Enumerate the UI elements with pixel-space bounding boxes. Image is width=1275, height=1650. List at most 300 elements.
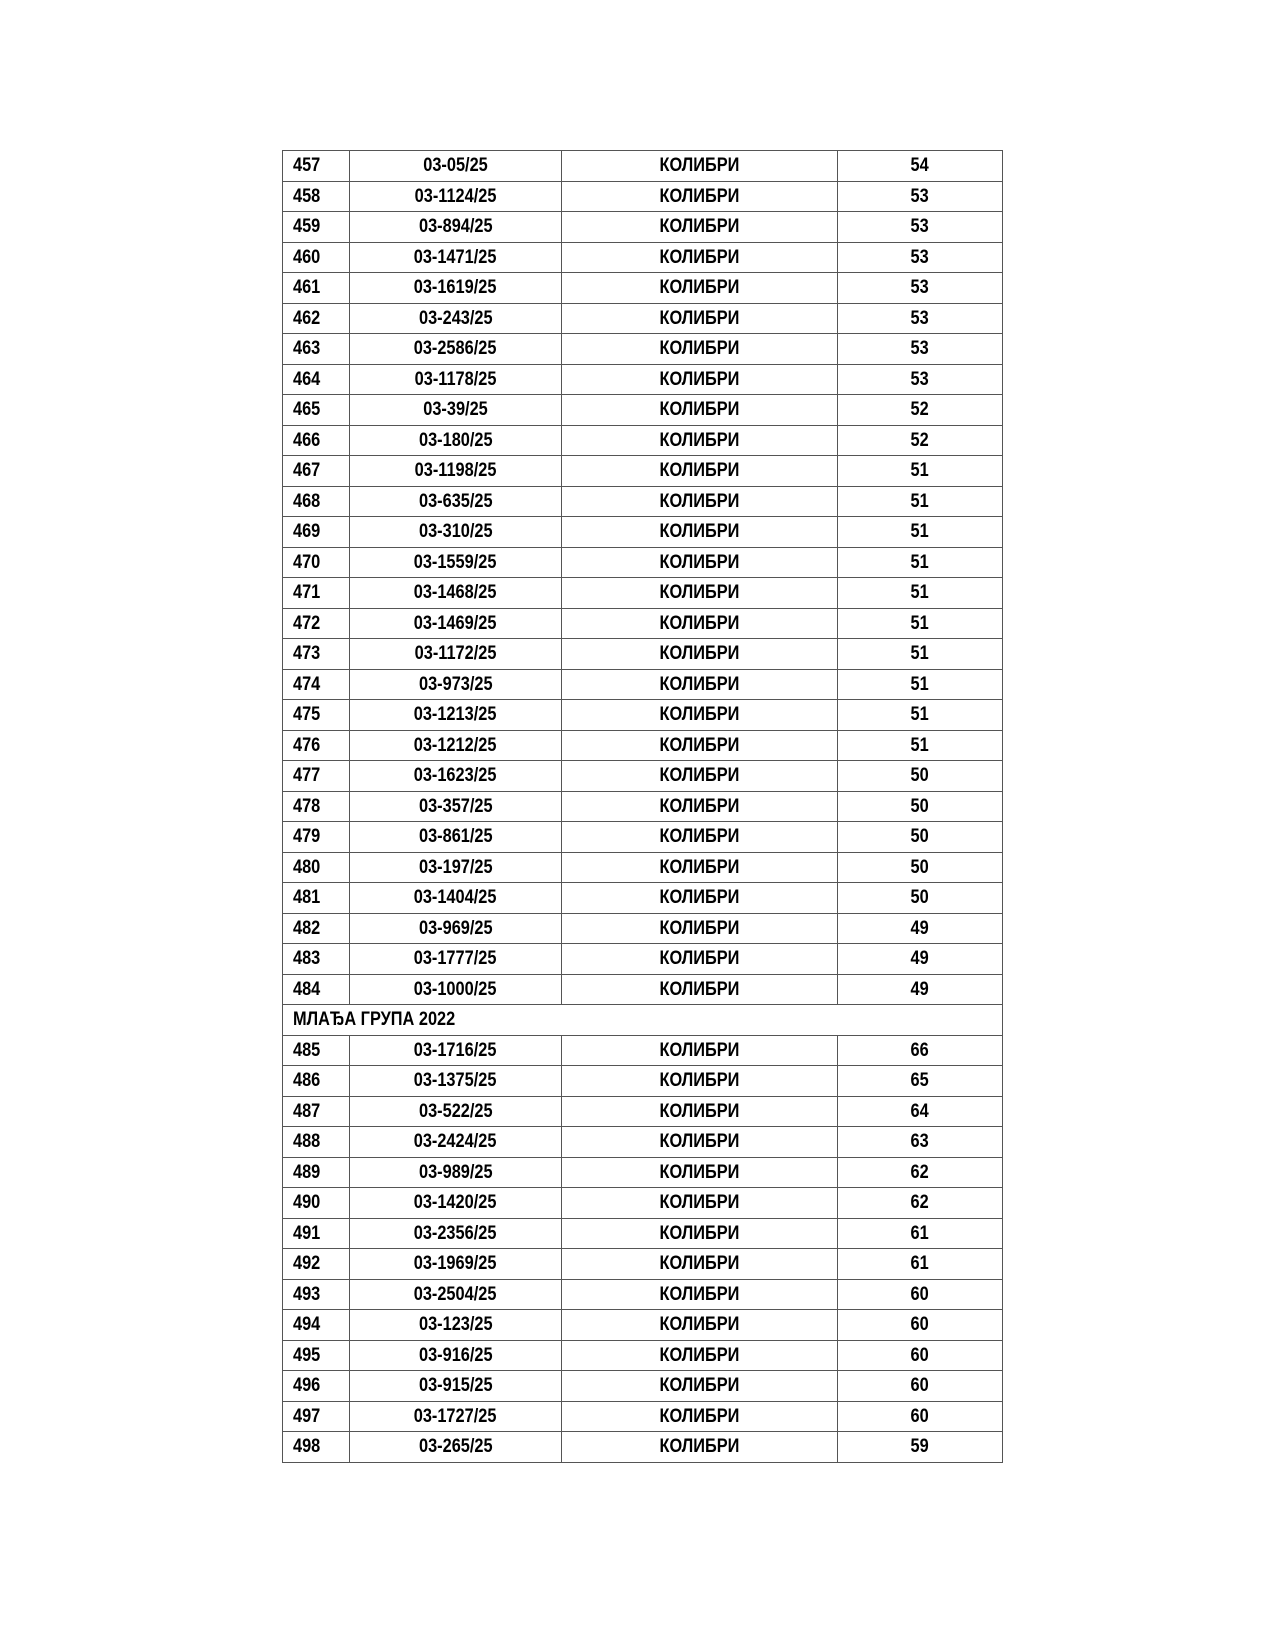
kindergarten-name: КОЛИБРИ (659, 429, 740, 451)
score-cell (838, 395, 1003, 426)
row-number-cell (283, 456, 350, 487)
row-number: 461 (293, 277, 321, 299)
row-number: 464 (293, 368, 321, 390)
registration-code-cell (350, 181, 562, 212)
registration-code-cell (350, 791, 562, 822)
score-cell (838, 486, 1003, 517)
score: 51 (910, 643, 930, 665)
registration-code-cell (350, 273, 562, 304)
registration-code: 03-2356/25 (414, 1222, 497, 1244)
kindergarten-name-cell (562, 1218, 838, 1249)
table-row (283, 1432, 1003, 1463)
kindergarten-name: КОЛИБРИ (659, 277, 740, 299)
kindergarten-name-cell (562, 852, 838, 883)
row-number-cell (283, 1096, 350, 1127)
row-number: 476 (293, 734, 321, 756)
score: 60 (910, 1405, 930, 1427)
row-number-cell (283, 1218, 350, 1249)
table-row (283, 1340, 1003, 1371)
score-cell (838, 181, 1003, 212)
score: 65 (910, 1070, 930, 1092)
row-number: 477 (293, 765, 321, 787)
row-number-cell (283, 1401, 350, 1432)
row-number-cell (283, 1127, 350, 1158)
row-number: 473 (293, 643, 321, 665)
row-number-cell (283, 1035, 350, 1066)
score-cell (838, 1188, 1003, 1219)
kindergarten-name-cell (562, 974, 838, 1005)
registration-code: 03-1471/25 (414, 246, 497, 268)
row-number: 475 (293, 704, 321, 726)
table-row (283, 181, 1003, 212)
kindergarten-name-cell (562, 1096, 838, 1127)
row-number: 470 (293, 551, 321, 573)
score-cell (838, 1279, 1003, 1310)
registration-code: 03-1404/25 (414, 887, 497, 909)
row-number: 486 (293, 1070, 321, 1092)
registration-code-cell (350, 517, 562, 548)
row-number: 459 (293, 216, 321, 238)
row-number: 481 (293, 887, 321, 909)
row-number-cell (283, 1279, 350, 1310)
kindergarten-name: КОЛИБРИ (659, 551, 740, 573)
score-cell (838, 1096, 1003, 1127)
kindergarten-name: КОЛИБРИ (659, 1344, 740, 1366)
registration-code: 03-1469/25 (414, 612, 497, 634)
row-number-cell (283, 578, 350, 609)
kindergarten-name-cell (562, 1432, 838, 1463)
kindergarten-name: КОЛИБРИ (659, 521, 740, 543)
row-number: 471 (293, 582, 321, 604)
kindergarten-name-cell (562, 395, 838, 426)
row-number-cell (283, 700, 350, 731)
kindergarten-name: КОЛИБРИ (659, 1131, 740, 1153)
kindergarten-name: КОЛИБРИ (659, 673, 740, 695)
score-cell (838, 1249, 1003, 1280)
registration-code-cell (350, 1432, 562, 1463)
row-number-cell (283, 883, 350, 914)
registration-code-cell (350, 1035, 562, 1066)
row-number-cell (283, 151, 350, 182)
score-cell (838, 425, 1003, 456)
row-number-cell (283, 303, 350, 334)
row-number-cell (283, 425, 350, 456)
table-row (283, 1401, 1003, 1432)
registration-code: 03-1777/25 (414, 948, 497, 970)
registration-code-cell (350, 639, 562, 670)
kindergarten-name-cell (562, 242, 838, 273)
row-number: 495 (293, 1344, 321, 1366)
score: 64 (910, 1100, 930, 1122)
kindergarten-name-cell (562, 334, 838, 365)
score-cell (838, 1401, 1003, 1432)
table-row (283, 425, 1003, 456)
table-row (283, 334, 1003, 365)
kindergarten-name-cell (562, 669, 838, 700)
registration-code-cell (350, 1127, 562, 1158)
registration-code: 03-1375/25 (414, 1070, 497, 1092)
registration-code: 03-1124/25 (414, 185, 497, 207)
group-header-cell (283, 1005, 1003, 1036)
score-cell (838, 608, 1003, 639)
score-cell (838, 578, 1003, 609)
kindergarten-name-cell (562, 1127, 838, 1158)
kindergarten-name: КОЛИБРИ (659, 978, 740, 1000)
registration-code-cell (350, 913, 562, 944)
table-row (283, 212, 1003, 243)
score-cell (838, 1127, 1003, 1158)
score-cell (838, 1218, 1003, 1249)
registration-code-cell (350, 242, 562, 273)
registration-code-cell (350, 1279, 562, 1310)
row-number-cell (283, 242, 350, 273)
registration-code-cell (350, 1066, 562, 1097)
registration-code: 03-1727/25 (414, 1405, 497, 1427)
table-row (283, 578, 1003, 609)
kindergarten-name-cell (562, 913, 838, 944)
score: 51 (910, 734, 930, 756)
score: 61 (910, 1253, 930, 1275)
registration-code-cell (350, 1096, 562, 1127)
score-cell (838, 1371, 1003, 1402)
score: 61 (910, 1222, 930, 1244)
score: 50 (910, 887, 930, 909)
row-number: 492 (293, 1253, 321, 1275)
kindergarten-name: КОЛИБРИ (659, 1314, 740, 1336)
score: 63 (910, 1131, 930, 1153)
registration-code-cell (350, 1249, 562, 1280)
kindergarten-name-cell (562, 700, 838, 731)
row-number: 483 (293, 948, 321, 970)
table-row (283, 1188, 1003, 1219)
kindergarten-name-cell (562, 761, 838, 792)
kindergarten-name: КОЛИБРИ (659, 1222, 740, 1244)
row-number: 480 (293, 856, 321, 878)
row-number-cell (283, 334, 350, 365)
score-cell (838, 1157, 1003, 1188)
table-row (283, 883, 1003, 914)
table-row (283, 273, 1003, 304)
registration-code-cell (350, 1340, 562, 1371)
table-row (283, 1371, 1003, 1402)
registration-code: 03-05/25 (423, 155, 488, 177)
score-cell (838, 791, 1003, 822)
kindergarten-name: КОЛИБРИ (659, 1436, 740, 1458)
row-number-cell (283, 1188, 350, 1219)
table-row (283, 852, 1003, 883)
kindergarten-name: КОЛИБРИ (659, 612, 740, 634)
row-number: 497 (293, 1405, 321, 1427)
score: 50 (910, 765, 930, 787)
row-number: 498 (293, 1436, 321, 1458)
score-cell (838, 151, 1003, 182)
registration-code: 03-1172/25 (414, 643, 497, 665)
kindergarten-name: КОЛИБРИ (659, 917, 740, 939)
score-cell (838, 822, 1003, 853)
registration-code: 03-989/25 (418, 1161, 493, 1183)
kindergarten-name: КОЛИБРИ (659, 856, 740, 878)
kindergarten-name-cell (562, 791, 838, 822)
registration-code-cell (350, 1157, 562, 1188)
score-cell (838, 761, 1003, 792)
kindergarten-name: КОЛИБРИ (659, 460, 740, 482)
row-number: 487 (293, 1100, 321, 1122)
kindergarten-name: КОЛИБРИ (659, 307, 740, 329)
registration-code-cell (350, 151, 562, 182)
row-number: 488 (293, 1131, 321, 1153)
table-row (283, 761, 1003, 792)
kindergarten-name-cell (562, 822, 838, 853)
score-cell (838, 517, 1003, 548)
row-number-cell (283, 1310, 350, 1341)
registration-code-cell (350, 822, 562, 853)
score: 62 (910, 1161, 930, 1183)
score: 54 (910, 155, 930, 177)
score: 51 (910, 612, 930, 634)
score: 53 (910, 216, 930, 238)
registration-code-cell (350, 883, 562, 914)
kindergarten-name: КОЛИБРИ (659, 704, 740, 726)
row-number-cell (283, 669, 350, 700)
kindergarten-name: КОЛИБРИ (659, 216, 740, 238)
registration-code-cell (350, 547, 562, 578)
registration-code-cell (350, 944, 562, 975)
kindergarten-name: КОЛИБРИ (659, 734, 740, 756)
kindergarten-name: КОЛИБРИ (659, 1253, 740, 1275)
row-number: 457 (293, 155, 321, 177)
kindergarten-name: КОЛИБРИ (659, 399, 740, 421)
table-row (283, 303, 1003, 334)
registration-code: 03-197/25 (418, 856, 493, 878)
kindergarten-name: КОЛИБРИ (659, 1405, 740, 1427)
row-number-cell (283, 364, 350, 395)
score-cell (838, 730, 1003, 761)
registration-code: 03-915/25 (418, 1375, 493, 1397)
registration-code-cell (350, 852, 562, 883)
kindergarten-name-cell (562, 456, 838, 487)
row-number: 467 (293, 460, 321, 482)
row-number: 485 (293, 1039, 321, 1061)
score-cell (838, 639, 1003, 670)
score: 60 (910, 1314, 930, 1336)
kindergarten-name-cell (562, 425, 838, 456)
score-cell (838, 303, 1003, 334)
score-cell (838, 1066, 1003, 1097)
row-number: 484 (293, 978, 321, 1000)
kindergarten-name-cell (562, 151, 838, 182)
table-row (283, 608, 1003, 639)
table-row (283, 1279, 1003, 1310)
score-cell (838, 334, 1003, 365)
table-row (283, 1310, 1003, 1341)
score: 50 (910, 826, 930, 848)
row-number-cell (283, 822, 350, 853)
score-cell (838, 1340, 1003, 1371)
kindergarten-name: КОЛИБРИ (659, 826, 740, 848)
row-number: 472 (293, 612, 321, 634)
kindergarten-name-cell (562, 1279, 838, 1310)
row-number: 490 (293, 1192, 321, 1214)
score-cell (838, 974, 1003, 1005)
table-row (283, 1218, 1003, 1249)
score: 53 (910, 338, 930, 360)
kindergarten-name-cell (562, 517, 838, 548)
registration-code: 03-969/25 (418, 917, 493, 939)
score: 60 (910, 1375, 930, 1397)
kindergarten-name-cell (562, 547, 838, 578)
score-cell (838, 456, 1003, 487)
registration-code-cell (350, 1188, 562, 1219)
registration-code: 03-1623/25 (414, 765, 497, 787)
registration-code: 03-2424/25 (414, 1131, 497, 1153)
score: 51 (910, 673, 930, 695)
row-number-cell (283, 791, 350, 822)
registration-code-cell (350, 761, 562, 792)
registration-code: 03-894/25 (418, 216, 493, 238)
registration-code-cell (350, 1218, 562, 1249)
score: 49 (910, 917, 930, 939)
kindergarten-name: КОЛИБРИ (659, 887, 740, 909)
row-number-cell (283, 639, 350, 670)
table-row (283, 1157, 1003, 1188)
row-number-cell (283, 913, 350, 944)
registration-code: 03-265/25 (418, 1436, 493, 1458)
group-header-section (283, 1005, 1003, 1036)
row-number: 489 (293, 1161, 321, 1183)
row-number: 463 (293, 338, 321, 360)
registration-code-cell (350, 303, 562, 334)
row-number: 496 (293, 1375, 321, 1397)
kindergarten-name: КОЛИБРИ (659, 643, 740, 665)
registration-code: 03-243/25 (418, 307, 493, 329)
registration-code: 03-2586/25 (414, 338, 497, 360)
score: 52 (910, 399, 930, 421)
row-number-cell (283, 181, 350, 212)
score-cell (838, 700, 1003, 731)
group-header-row (283, 1005, 1003, 1036)
table-row (283, 913, 1003, 944)
kindergarten-name: КОЛИБРИ (659, 1039, 740, 1061)
kindergarten-name-cell (562, 1310, 838, 1341)
results-table-body-older (283, 151, 1003, 1005)
registration-code-cell (350, 730, 562, 761)
row-number: 468 (293, 490, 321, 512)
registration-code-cell (350, 1401, 562, 1432)
row-number: 493 (293, 1283, 321, 1305)
registration-code: 03-861/25 (418, 826, 493, 848)
score: 53 (910, 246, 930, 268)
score-cell (838, 944, 1003, 975)
kindergarten-name: КОЛИБРИ (659, 490, 740, 512)
score-cell (838, 1310, 1003, 1341)
registration-code-cell (350, 1371, 562, 1402)
registration-code-cell (350, 669, 562, 700)
kindergarten-name: КОЛИБРИ (659, 1375, 740, 1397)
kindergarten-name-cell (562, 578, 838, 609)
kindergarten-name-cell (562, 1066, 838, 1097)
row-number: 458 (293, 185, 321, 207)
kindergarten-name-cell (562, 1340, 838, 1371)
row-number-cell (283, 517, 350, 548)
registration-code-cell (350, 364, 562, 395)
row-number: 474 (293, 673, 321, 695)
kindergarten-name: КОЛИБРИ (659, 338, 740, 360)
row-number: 460 (293, 246, 321, 268)
registration-code-cell (350, 608, 562, 639)
registration-code-cell (350, 425, 562, 456)
registration-code-cell (350, 456, 562, 487)
score-cell (838, 547, 1003, 578)
registration-code: 03-973/25 (418, 673, 493, 695)
table-row (283, 944, 1003, 975)
score-cell (838, 883, 1003, 914)
registration-code: 03-1178/25 (414, 368, 497, 390)
registration-code-cell (350, 486, 562, 517)
table-row (283, 242, 1003, 273)
registration-code: 03-635/25 (418, 490, 493, 512)
score: 49 (910, 948, 930, 970)
score: 50 (910, 856, 930, 878)
row-number-cell (283, 1157, 350, 1188)
kindergarten-name: КОЛИБРИ (659, 765, 740, 787)
registration-code-cell (350, 212, 562, 243)
kindergarten-name-cell (562, 1035, 838, 1066)
row-number: 482 (293, 917, 321, 939)
row-number-cell (283, 547, 350, 578)
score: 51 (910, 490, 930, 512)
score: 51 (910, 521, 930, 543)
kindergarten-name: КОЛИБРИ (659, 185, 740, 207)
row-number-cell (283, 273, 350, 304)
row-number: 478 (293, 795, 321, 817)
score: 51 (910, 582, 930, 604)
score: 51 (910, 551, 930, 573)
registration-code-cell (350, 334, 562, 365)
registration-code: 03-1468/25 (414, 582, 497, 604)
kindergarten-name: КОЛИБРИ (659, 948, 740, 970)
score: 60 (910, 1283, 930, 1305)
score: 62 (910, 1192, 930, 1214)
score-cell (838, 1432, 1003, 1463)
row-number-cell (283, 944, 350, 975)
row-number-cell (283, 761, 350, 792)
score-cell (838, 242, 1003, 273)
kindergarten-name-cell (562, 730, 838, 761)
row-number-cell (283, 1249, 350, 1280)
table-row (283, 700, 1003, 731)
score-cell (838, 913, 1003, 944)
score: 51 (910, 460, 930, 482)
kindergarten-name: КОЛИБРИ (659, 1161, 740, 1183)
table-row (283, 639, 1003, 670)
row-number-cell (283, 486, 350, 517)
kindergarten-name: КОЛИБРИ (659, 1070, 740, 1092)
registration-code-cell (350, 1310, 562, 1341)
score: 53 (910, 277, 930, 299)
table-row (283, 151, 1003, 182)
score-cell (838, 212, 1003, 243)
table-row (283, 547, 1003, 578)
registration-code: 03-2504/25 (414, 1283, 497, 1305)
row-number: 462 (293, 307, 321, 329)
table-row (283, 669, 1003, 700)
kindergarten-name-cell (562, 273, 838, 304)
kindergarten-name-cell (562, 1157, 838, 1188)
registration-code: 03-310/25 (418, 521, 493, 543)
score-cell (838, 273, 1003, 304)
row-number-cell (283, 395, 350, 426)
kindergarten-name-cell (562, 1249, 838, 1280)
